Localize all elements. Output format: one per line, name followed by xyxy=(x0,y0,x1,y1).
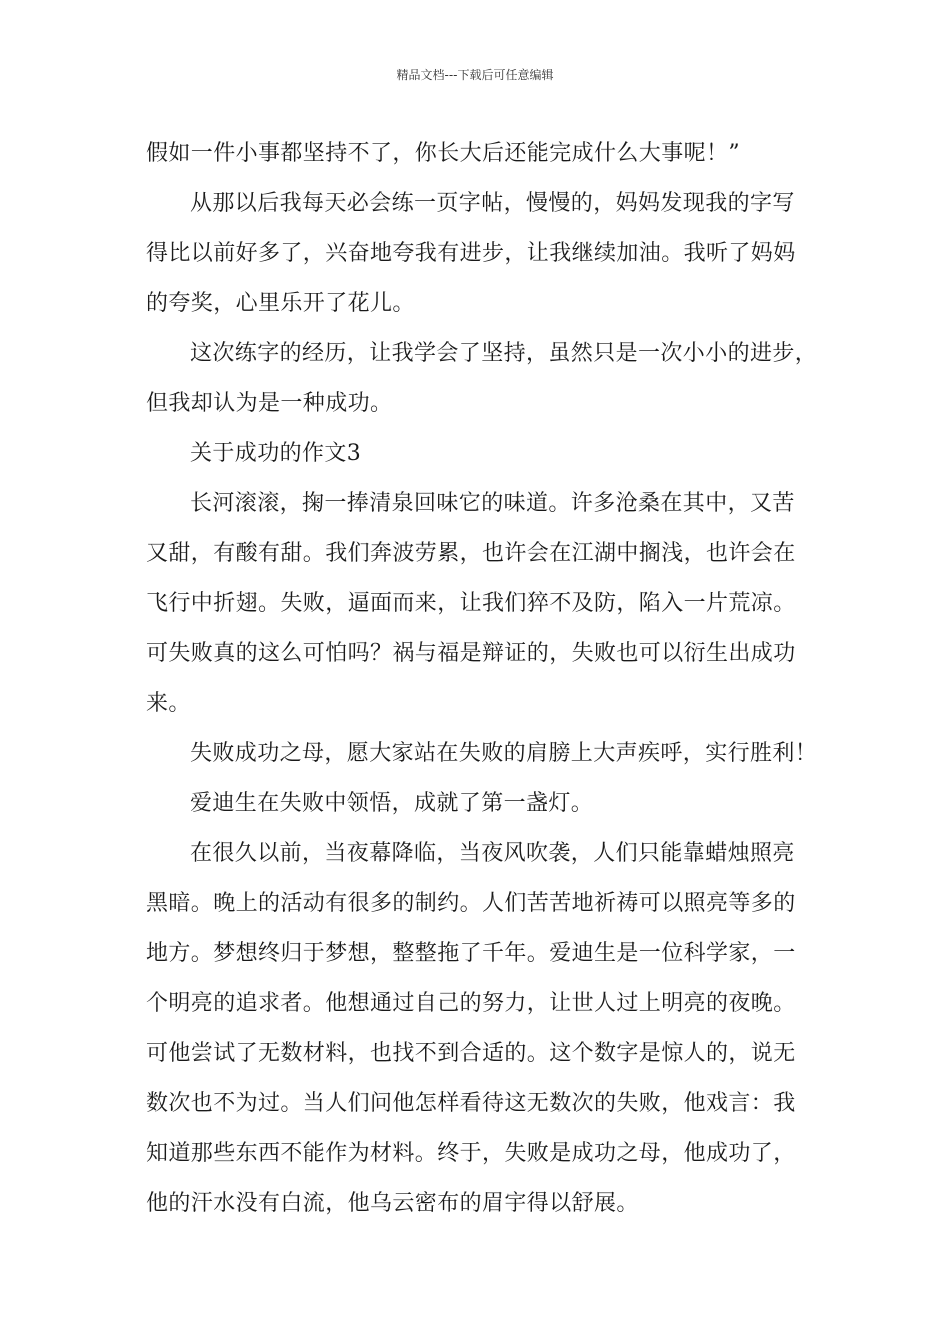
text-line: 地方。梦想终归于梦想，整整拖了千年。爱迪生是一位科学家，一 xyxy=(146,941,796,966)
text-line: 又甜，有酸有甜。我们奔波劳累，也许会在江湖中搁浅，也许会在 xyxy=(146,541,796,566)
text-line: 从那以后我每天必会练一页字帖，慢慢的，妈妈发现我的字写 xyxy=(190,191,795,216)
text-line: 爱迪生在失败中领悟，成就了第一盏灯。 xyxy=(190,791,594,816)
text-line: 可失败真的这么可怕吗？祸与福是辩证的，失败也可以衍生出成功 xyxy=(146,641,796,666)
text-line: 失败成功之母，愿大家站在失败的肩膀上大声疾呼，实行胜利！ xyxy=(190,741,818,766)
text-line: 可他尝试了无数材料，也找不到合适的。这个数字是惊人的，说无 xyxy=(146,1041,796,1066)
text-line: 飞行中折翅。失败，逼面而来，让我们猝不及防，陷入一片荒凉。 xyxy=(146,591,796,616)
text-line: 黑暗。晚上的活动有很多的制约。人们苦苦地祈祷可以照亮等多的 xyxy=(146,891,796,916)
section-heading: 关于成功的作文3 xyxy=(190,441,362,466)
text-line: 这次练字的经历，让我学会了坚持，虽然只是一次小小的进步， xyxy=(190,341,818,366)
text-line: 的夸奖，心里乐开了花儿。 xyxy=(146,291,415,316)
text-line: 他的汗水没有白流，他乌云密布的眉宇得以舒展。 xyxy=(146,1191,639,1216)
text-line: 来。 xyxy=(146,691,191,716)
text-line: 得比以前好多了，兴奋地夸我有进步，让我继续加油。我听了妈妈 xyxy=(146,241,796,266)
page-header: 精品文档---下载后可任意编辑 xyxy=(396,68,554,82)
text-line: 长河滚滚，掬一捧清泉回味它的味道。许多沧桑在其中，又苦 xyxy=(190,491,795,516)
text-line: 但我却认为是一种成功。 xyxy=(146,391,393,416)
text-line: 假如一件小事都坚持不了，你长大后还能完成什么大事呢！” xyxy=(146,141,741,166)
text-line: 数次也不为过。当人们问他怎样看待这无数次的失败，他戏言：我 xyxy=(146,1091,796,1116)
text-line: 知道那些东西不能作为材料。终于，失败是成功之母，他成功了， xyxy=(146,1141,796,1166)
text-line: 在很久以前，当夜幕降临，当夜风吹袭，人们只能靠蜡烛照亮 xyxy=(190,841,795,866)
text-line: 个明亮的追求者。他想通过自己的努力，让世人过上明亮的夜晚。 xyxy=(146,991,796,1016)
